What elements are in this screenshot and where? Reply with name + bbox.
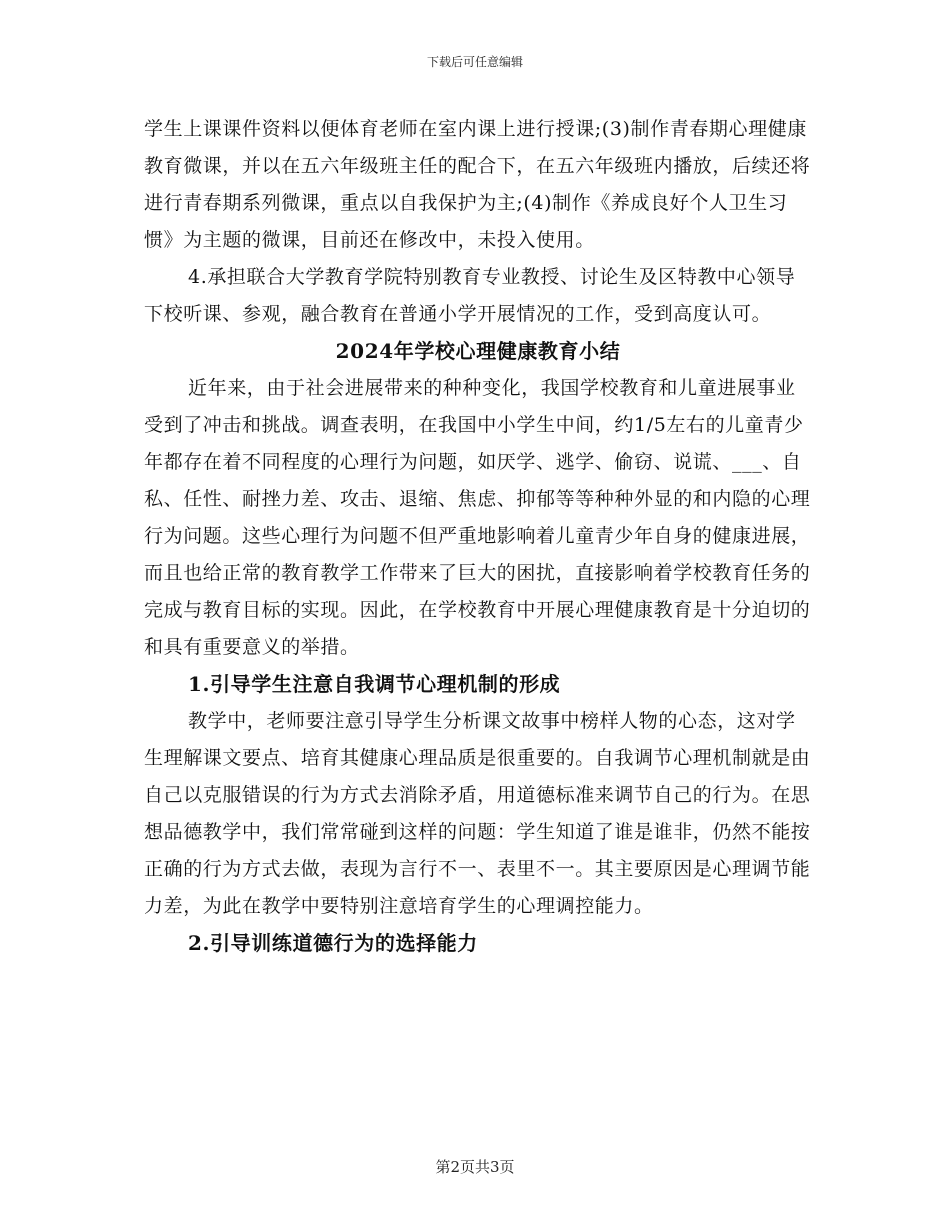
paragraph-continued: 学生上课课件资料以便体育老师在室内课上进行授课;(3)制作青春期心理健康教育微课，并以在五六年级班主任的配合下，在五六年级班内播放，后续还将进行青春期系列微课，重点以自我保护为主;(4)制作《养成良好个人卫生习惯》为主题的微课，目前还在修改中，未投入使用。	[144, 118, 811, 251]
document-body	[144, 111, 812, 962]
section-title: 2024年学校心理健康教育小结	[335, 339, 621, 363]
subheading-2: 2.引导训练道德行为的选择能力	[188, 931, 478, 955]
paragraph-subsection-1: 教学中，老师要注意引导学生分析课文故事中榜样人物的心态，这对学生理解课文要点、培育其健康心理品质是很重要的。自我调节心理机制就是由自己以克服错误的行为方式去消除矛盾，用道德标准来调节自己的行为。在思想品德教学中，我们常常碰到这样的问题：学生知道了谁是谁非，仍然不能按正确的行为方式去做，表现为言行不一、表里不一。其主要原因是心理调节能力差，为此在教学中要特别注意培育学生的心理调控能力。	[144, 710, 811, 917]
page-header: 下载后可任意编辑	[426, 55, 523, 69]
subheading-1: 1.引导学生注意自我调节心理机制的形成	[188, 672, 561, 696]
paragraph-item-4: 4.承担联合大学教育学院特别教育专业教授、讨论生及区特教中心领导下校听课、参观，融合教育在普通小学开展情况的工作，受到高度认可。	[144, 266, 796, 325]
paragraph-intro: 近年来，由于社会进展带来的种种变化，我国学校教育和儿童进展事业受到了冲击和挑战。调查表明，在我国中小学生中间，约1/5左右的儿童青少年都存在着不同程度的心理行为问题，如厌学、逃学、偷窃、说谎、___、自私、任性、耐挫力差、攻击、退缩、焦虑、抑郁等等种种外显的和内隐的心理行为问题。这些心理行为问题不但严重地影响着儿童青少年自身的健康进展，而且也给正常的教育教学工作带来了巨大的困扰，直接影响着学校教育任务的完成与教育目标的实现。因此，在学校教育中开展心理健康教育是十分迫切的和具有重要意义的举措。	[144, 377, 811, 658]
page-footer: 第2页共3页	[435, 1158, 515, 1176]
